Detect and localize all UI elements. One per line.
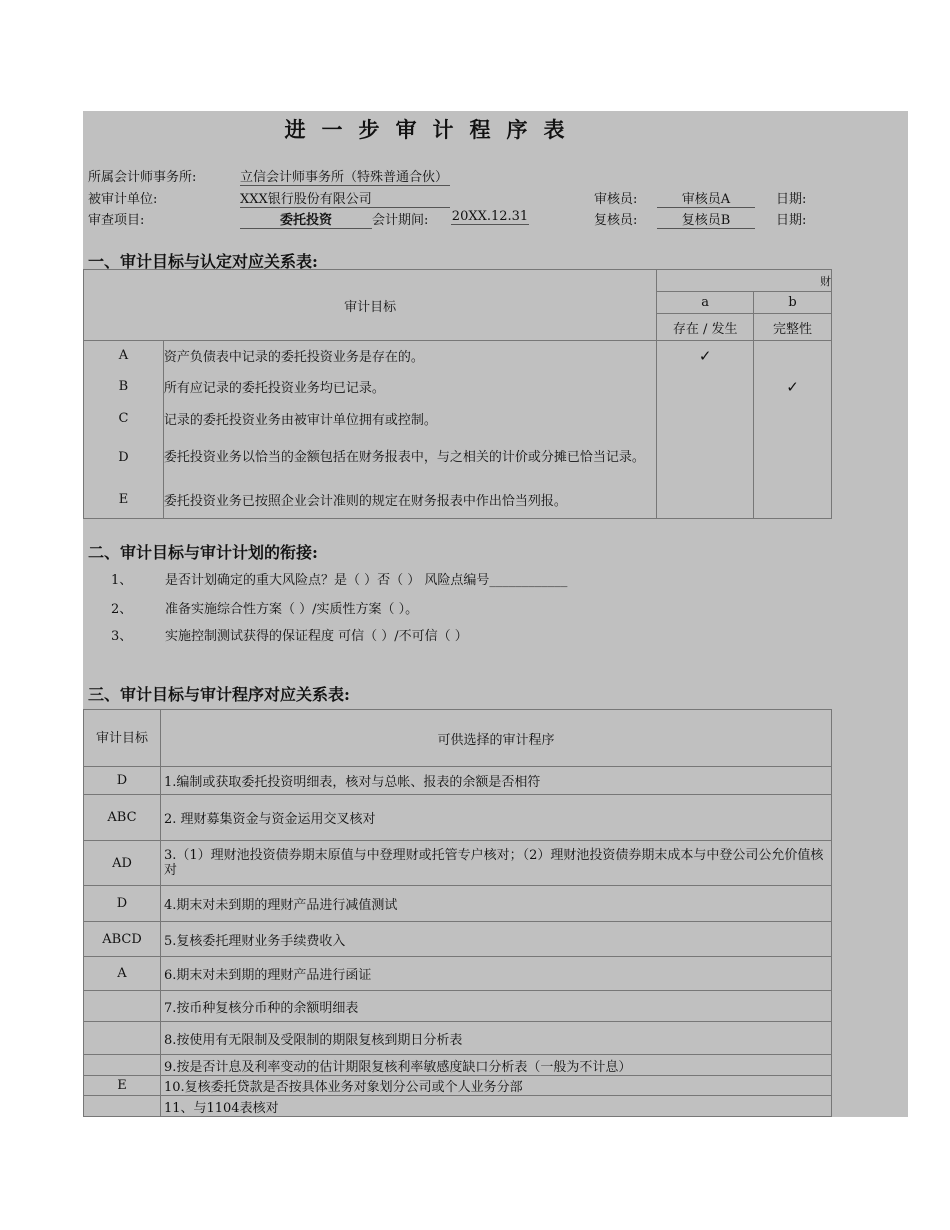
check-icon: ✓ (698, 346, 712, 365)
proc-goal: D (84, 886, 161, 922)
row-c-check-b (754, 403, 832, 435)
row-c-code: C (84, 403, 164, 435)
col-b-code: b (754, 292, 832, 314)
proc-text: 8.按使用有无限制及受限制的期限复核到期日分析表 (160, 1022, 831, 1055)
row-a-check-b (754, 341, 832, 371)
proc-goal: AD (84, 841, 161, 886)
proc-text: 7.按币种复核分币种的余额明细表 (160, 991, 831, 1022)
proc-text: 11、与1104表核对 (160, 1096, 831, 1117)
goal-header: 审计目标 (84, 270, 657, 341)
firm-value: 立信会计师事务所（特殊普通合伙） (240, 166, 450, 186)
section2-heading: 二、审计目标与审计计划的衔接: (88, 543, 318, 562)
plan-item-3-num: 3、 (111, 629, 133, 644)
row-e-text: 委托投资业务已按照企业会计准则的规定在财务报表中作出恰当列报。 (163, 481, 656, 519)
entity-value: XXX银行股份有限公司 (240, 188, 450, 208)
proc-goal (84, 991, 161, 1022)
row-b-text: 所有应记录的委托投资业务均已记录。 (163, 371, 656, 403)
row-d-check-b (754, 435, 832, 481)
proc-goal: E (84, 1076, 161, 1096)
row-e-code: E (84, 481, 164, 519)
row-e-check-a (657, 481, 754, 519)
col2-header: 可供选择的审计程序 (160, 710, 831, 767)
date2-label: 日期: (776, 213, 807, 228)
row-b-check-b (754, 371, 832, 403)
row-b-code: B (84, 371, 164, 403)
row-c-text: 记录的委托投资业务由被审计单位拥有或控制。 (163, 403, 656, 435)
firm-label: 所属会计师事务所: (88, 170, 197, 185)
row-d-check-a (657, 435, 754, 481)
row-c-check-a (657, 403, 754, 435)
proc-text: 4.期末对未到期的理财产品进行减值测试 (160, 886, 831, 922)
proc-goal: ABCD (84, 922, 161, 957)
proc-goal (84, 1055, 161, 1076)
check-icon: ✓ (786, 377, 799, 396)
proc-goal (84, 1022, 161, 1055)
col1-header: 审计目标 (84, 710, 161, 767)
row-a-code: A (84, 341, 164, 371)
top-header-cut: 财 (657, 270, 832, 292)
proc-text: 1.编制或获取委托投资明细表，核对与总帐、报表的余额是否相符 (160, 767, 831, 795)
reviewer1-value: 审核员A (657, 188, 755, 208)
proc-text: 10.复核委托贷款是否按具体业务对象划分公司或个人业务分部 (160, 1076, 831, 1096)
row-d-text: 委托投资业务以恰当的金额包括在财务报表中，与之相关的计价或分摊已恰当记录。 (163, 435, 656, 481)
row-b-check-a (657, 371, 754, 403)
proc-goal: A (84, 957, 161, 991)
row-a-check-a (657, 341, 754, 371)
reviewer1-label: 审核员: (594, 192, 638, 207)
reviewer2-value: 复核员B (657, 209, 755, 229)
col-a-name: 存在 / 发生 (657, 314, 754, 341)
assertion-table (83, 269, 832, 519)
proc-text: 2. 理财募集资金与资金运用交叉核对 (160, 795, 831, 841)
period-label: 会计期间: (372, 213, 429, 228)
date1-label: 日期: (776, 192, 807, 207)
item-value: 委托投资 (240, 209, 372, 229)
row-a-text: 资产负债表中记录的委托投资业务是存在的。 (163, 341, 656, 371)
proc-text: 5.复核委托理财业务手续费收入 (160, 922, 831, 957)
plan-item-1-num: 1、 (111, 573, 133, 588)
proc-goal (84, 1096, 161, 1117)
plan-item-2-text: 准备实施综合性方案（ ）/实质性方案（ ）。 (165, 602, 419, 617)
section3-heading: 三、审计目标与审计程序对应关系表: (88, 685, 350, 704)
entity-label: 被审计单位: (88, 192, 158, 207)
item-label: 审查项目: (88, 213, 145, 228)
proc-goal: ABC (84, 795, 161, 841)
procedure-table (83, 709, 832, 1117)
proc-text: 3.（1）理财池投资债券期末原值与中登理财或托管专户核对；（2）理财池投资债券期末成本与中登公司公允价值核对 (160, 841, 831, 886)
proc-goal: D (84, 767, 161, 795)
proc-text: 9.按是否计息及利率变动的估计期限复核利率敏感度缺口分析表（一般为不计息） (160, 1055, 831, 1076)
plan-item-1-text: 是否计划确定的重大风险点？是（ ）否（ ） 风险点编号____________ (165, 573, 568, 588)
page-title: 进一步审计程序表 (284, 117, 581, 142)
reviewer2-label: 复核员: (594, 213, 638, 228)
section1-heading: 一、审计目标与认定对应关系表: (88, 252, 318, 271)
plan-item-3-text: 实施控制测试获得的保证程度 可信（ ）/不可信（ ） (165, 629, 468, 644)
row-d-code: D (84, 435, 164, 481)
row-e-check-b (754, 481, 832, 519)
col-a-code: a (657, 292, 754, 314)
col-b-name: 完整性 (754, 314, 832, 341)
plan-item-2-num: 2、 (111, 602, 133, 617)
period-value: 20XX.12.31 (451, 209, 529, 224)
proc-text: 6.期末对未到期的理财产品进行函证 (160, 957, 831, 991)
